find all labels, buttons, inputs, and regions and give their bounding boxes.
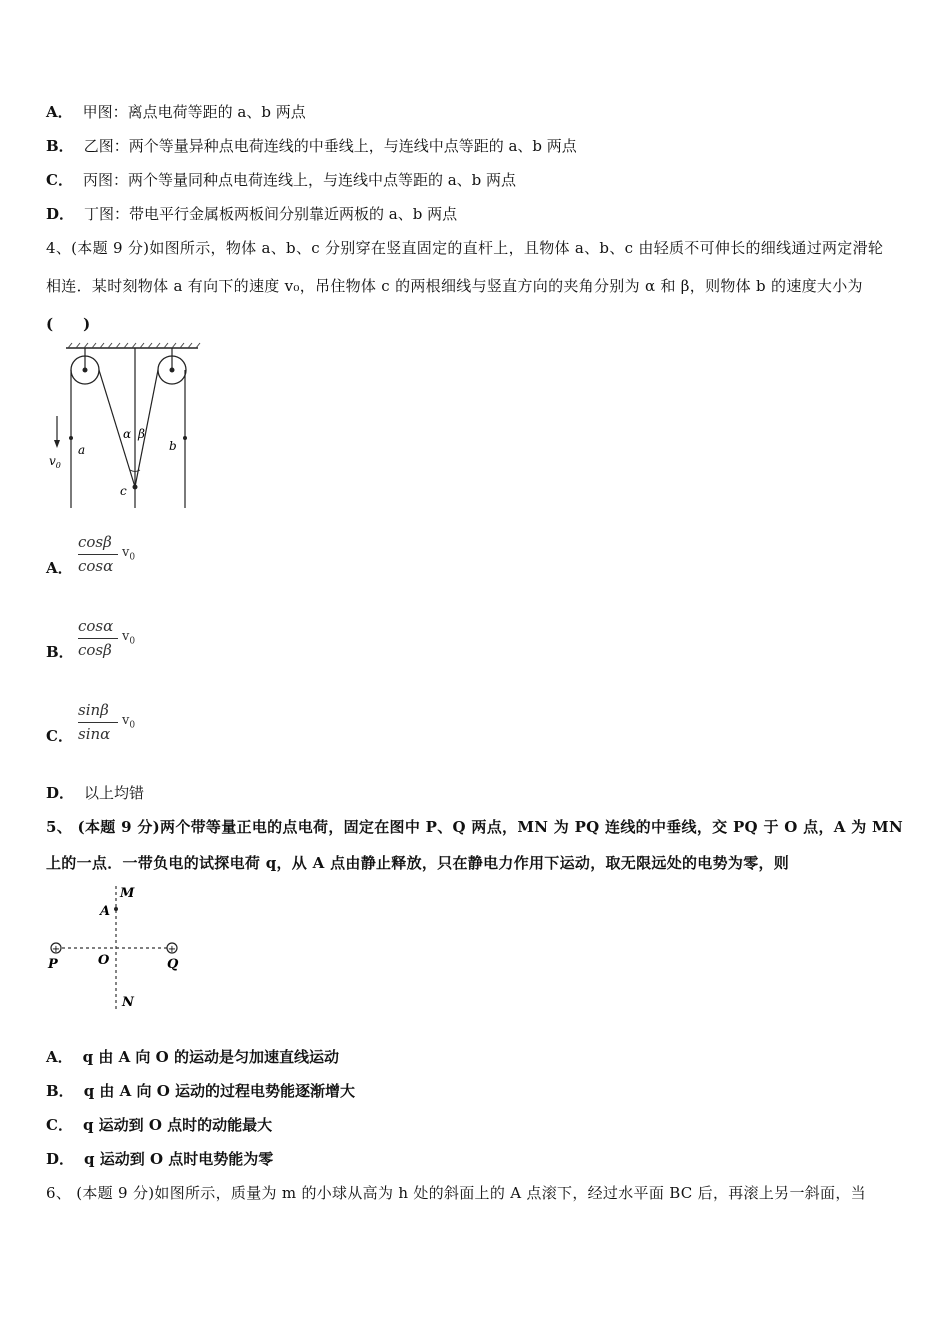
label-M: M — [120, 886, 135, 901]
option-letter: D． — [46, 784, 75, 802]
q4-option-d — [46, 783, 144, 803]
object-c — [133, 485, 138, 490]
numerator: sinβ — [78, 701, 109, 719]
label-c: c — [120, 484, 127, 498]
label-b: b — [169, 439, 177, 453]
option-letter: A． — [46, 1048, 73, 1066]
q4-option-c-letter: C． — [46, 727, 73, 745]
option-text: q 由 A 向 O 运动的过程电势能逐渐增大 — [83, 1082, 355, 1100]
v0: $v_0$ — [122, 545, 136, 563]
q4-option-b-letter: B． — [46, 643, 74, 661]
option-text: q 运动到 O 点时的动能最大 — [82, 1116, 273, 1134]
option-letter: C． — [46, 1116, 73, 1134]
label-beta: β — [138, 427, 145, 441]
q4-option-a-fraction — [78, 533, 138, 577]
q3-option-a — [46, 102, 306, 122]
q3-option-d — [46, 204, 457, 224]
denominator: cosβ — [78, 641, 112, 659]
option-text: 甲图：离点电荷等距的 a、b 两点 — [82, 103, 306, 121]
q3-option-c — [46, 170, 516, 190]
svg-text:+: + — [51, 944, 61, 955]
label-O: O — [98, 953, 110, 968]
option-letter: D． — [46, 1150, 75, 1168]
denominator: cosα — [78, 557, 114, 575]
point-a — [114, 907, 118, 911]
option-text: q 由 A 向 O 的运动是匀加速直线运动 — [82, 1048, 339, 1066]
option-text: q 运动到 O 点时电势能为零 — [84, 1150, 274, 1168]
numerator: cosβ — [78, 533, 112, 551]
object-a — [69, 436, 73, 440]
option-text: 以上均错 — [84, 784, 145, 802]
option-letter: B． — [46, 137, 74, 155]
q5-stem-line2: 上的一点．一带负电的试探电荷 q，从 A 点由静止释放，只在静电力作用下运动，取无限远处的电势为零，则 — [46, 854, 790, 872]
q5-option-c — [46, 1115, 272, 1135]
label-Q: Q — [167, 957, 179, 972]
label-P: P — [48, 957, 58, 972]
option-letter: C． — [46, 171, 73, 189]
option-text: 丁图：带电平行金属板两板间分别靠近两板的 a、b 两点 — [84, 205, 458, 223]
q5-option-b — [46, 1081, 355, 1101]
svg-text:+: + — [167, 944, 177, 955]
numerator: cosα — [78, 617, 114, 635]
q6-stem-line1: 6、 (本题 9 分)如图所示，质量为 m 的小球从高为 h 处的斜面上的 A 点滚下，经过水平面 BC 后，再滚上另一斜面，当 — [46, 1184, 866, 1202]
q4-option-c-fraction — [78, 701, 138, 745]
label-v0: $v_0$ — [49, 454, 61, 470]
pulley-figure — [44, 340, 204, 515]
q5-stem-line1: 5、 (本题 9 分)两个带等量正电的点电荷，固定在图中 P、Q 两点，MN 为 PQ 连线的中垂线，交 PQ 于 O 点，A 为 MN — [46, 818, 903, 836]
option-letter: A． — [46, 103, 73, 121]
label-A: A — [100, 904, 111, 919]
q4-stem-line1: 4、(本题 9 分)如图所示，物体 a、b、c 分别穿在竖直固定的直杆上，且物体 a、b、c 由轻质不可伸长的细线通过两定滑轮 — [46, 239, 884, 257]
label-N: N — [122, 995, 134, 1010]
v0: $v_0$ — [122, 713, 136, 731]
q4-stem-line2: 相连．某时刻物体 a 有向下的速度 v₀，吊住物体 c 的两根细线与竖直方向的夹角分别为 α 和 β，则物体 b 的速度大小为 — [46, 277, 863, 295]
v0: $v_0$ — [122, 629, 136, 647]
charges-figure — [44, 882, 194, 1017]
q5-option-d — [46, 1149, 273, 1169]
option-letter: D． — [46, 205, 75, 223]
q4-option-a-letter: A． — [46, 559, 73, 577]
option-text: 丙图：两个等量同种点电荷连线上，与连线中点等距的 a、b 两点 — [82, 171, 517, 189]
denominator: sinα — [78, 725, 111, 743]
q5-option-a — [46, 1047, 339, 1067]
option-text: 乙图：两个等量异种点电荷连线的中垂线上，与连线中点等距的 a、b 两点 — [83, 137, 577, 155]
option-letter: B． — [46, 1082, 74, 1100]
label-a: a — [78, 443, 86, 457]
object-b — [183, 436, 187, 440]
label-alpha: α — [123, 427, 132, 441]
q4-option-b-fraction — [78, 617, 138, 661]
q3-option-b — [46, 136, 577, 156]
q4-answer-blank: ( ) — [46, 315, 91, 333]
